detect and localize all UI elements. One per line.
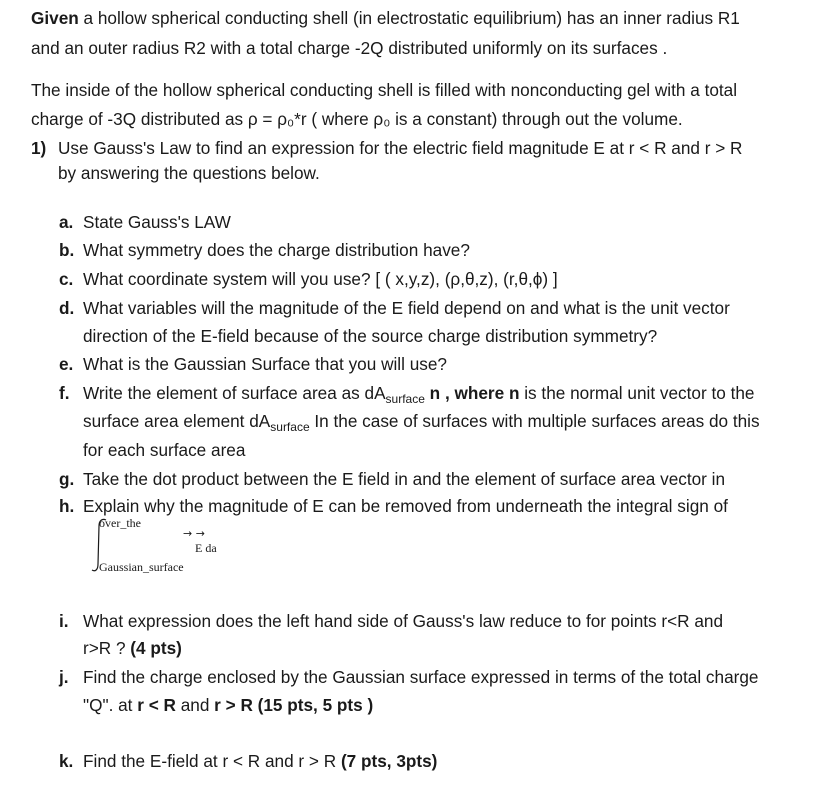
item-f-line-1: Write the element of surface area as $dA_{surface}$ n , where n is the normal unit vector to the [83,383,755,406]
item-a-text: State Gauss's LAW [83,212,231,232]
item-c-label: c. [59,269,74,289]
item-g-text: Take the dot product between the E field in and the element of surface area vector in [83,469,726,489]
svg-text:→ →: → → [183,527,205,540]
item-j-line-2: "Q". at r < R and r > R (15 pts, 5 pts ) [83,695,374,715]
item-h-text: Explain why the magnitude of E can be removed from underneath the integral sign of [83,496,728,516]
item-g-label: g. [59,469,75,489]
item-k-label: k. [59,751,74,771]
intro-line-2: and an outer radius R2 with a total charge -2Q distributed uniformly on its surfaces . [31,38,668,58]
intro-line-1-text: a hollow spherical conducting shell (in electrostatic equilibrium) has an inner radius R1 [78,8,740,28]
item-b-text: What symmetry does the charge distribution have? [83,240,470,260]
integral-expression [90,516,230,578]
item-f-line-3: for each surface area [83,440,246,460]
question-line-1: Use Gauss's Law to find an expression for the electric field magnitude E at r < R and r > R [58,138,743,158]
item-i-line-2: r>R ? (4 pts) [83,638,182,658]
item-f-line-2: surface area element $dA_{surface}$ In the case of surfaces with multiple surfaces areas do this [83,411,760,434]
item-c-text: What coordinate system will you use? [ ( x,y,z), (ρ,θ,z), (r,θ,ϕ) ] [83,269,558,289]
item-k-text: Find the E-field at r < R and r > R (7 pts, 3pts) [83,751,438,771]
item-i-line-1: What expression does the left hand side of Gauss's law reduce to for points r<R and [83,611,724,631]
integrand: E da [195,541,217,555]
intro-line-1 [31,7,740,29]
item-h-label: h. [59,496,75,516]
item-j-label: j. [59,667,69,687]
given-word: Given [31,8,79,28]
item-b-label: b. [59,240,75,260]
question-line-2: by answering the questions below. [58,163,320,183]
item-f-label: f. [59,383,70,403]
item-e-text: What is the Gaussian Surface that you will use? [83,354,447,374]
gel-line-2: charge of -3Q distributed as ρ = ρ₀*r ( where ρ₀ is a constant) through out the volume. [31,109,683,129]
item-d-line-2: direction of the E-field because of the source charge distribution symmetry? [83,326,658,346]
item-e-label: e. [59,354,74,374]
item-i-label: i. [59,611,69,631]
item-j-line-1: Find the charge enclosed by the Gaussian surface expressed in terms of the total charge [83,667,759,687]
integral-upper-limit: over_the [99,516,141,530]
question-number: 1) [31,138,47,158]
item-d-label: d. [59,298,75,318]
item-d-line-1: What variables will the magnitude of the E field depend on and what is the unit vector [83,298,730,318]
item-a-label: a. [59,212,74,232]
integral-lower-limit: Gaussian_surface [99,560,184,574]
gel-line-1: The inside of the hollow spherical conducting shell is filled with nonconducting gel with a total [31,80,738,100]
